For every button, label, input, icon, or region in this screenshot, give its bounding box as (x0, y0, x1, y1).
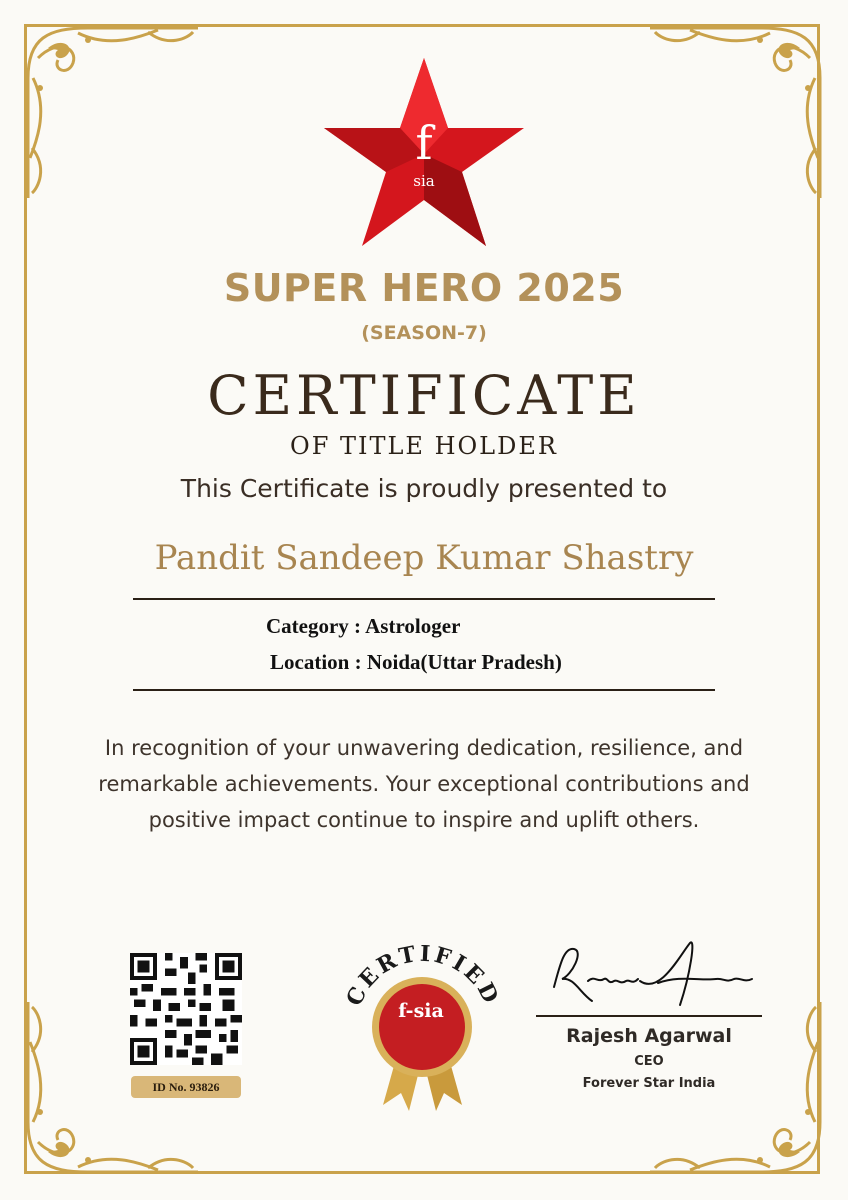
certificate-title: CERTIFICATE (207, 364, 641, 427)
event-season: (SEASON-7) (361, 322, 487, 344)
divider-top (133, 598, 715, 600)
event-title: SUPER HERO 2025 (223, 266, 625, 310)
logo-text: sia (413, 172, 435, 190)
signature-line (536, 1015, 762, 1017)
logo-letter: f (415, 116, 433, 170)
handwritten-signature (540, 935, 770, 1015)
location-text: Location : Noida(Uttar Pradesh) (270, 650, 562, 674)
category-text: Category : Astrologer (266, 614, 461, 638)
qr-code (130, 953, 242, 1065)
corner-ornament-top-left (18, 18, 218, 218)
signatory-name: Rajesh Agarwal (566, 1025, 732, 1047)
recipient-name: Pandit Sandeep Kumar Shastry (154, 538, 694, 578)
seal-center-text: f-sia (398, 1000, 444, 1022)
certified-seal (335, 945, 510, 1115)
corner-ornament-top-right (630, 18, 830, 218)
id-number-tag: ID No. 93826 (131, 1076, 241, 1098)
recognition-text: In recognition of your unwavering dedication, resilience, and remarkable achievements. Your exceptional contributions and positive impact continue to inspire and uplift others. (98, 736, 750, 832)
presented-to-text: This Certificate is proudly presented to (180, 474, 668, 503)
certificate-subtitle: OF TITLE HOLDER (290, 432, 558, 460)
signatory-role: CEO (634, 1054, 664, 1069)
signatory-organization: Forever Star India (582, 1076, 716, 1091)
fsia-star-logo (320, 58, 528, 248)
seal-arc-text: CERTIFIED (341, 945, 505, 1010)
divider-bottom (133, 689, 715, 691)
